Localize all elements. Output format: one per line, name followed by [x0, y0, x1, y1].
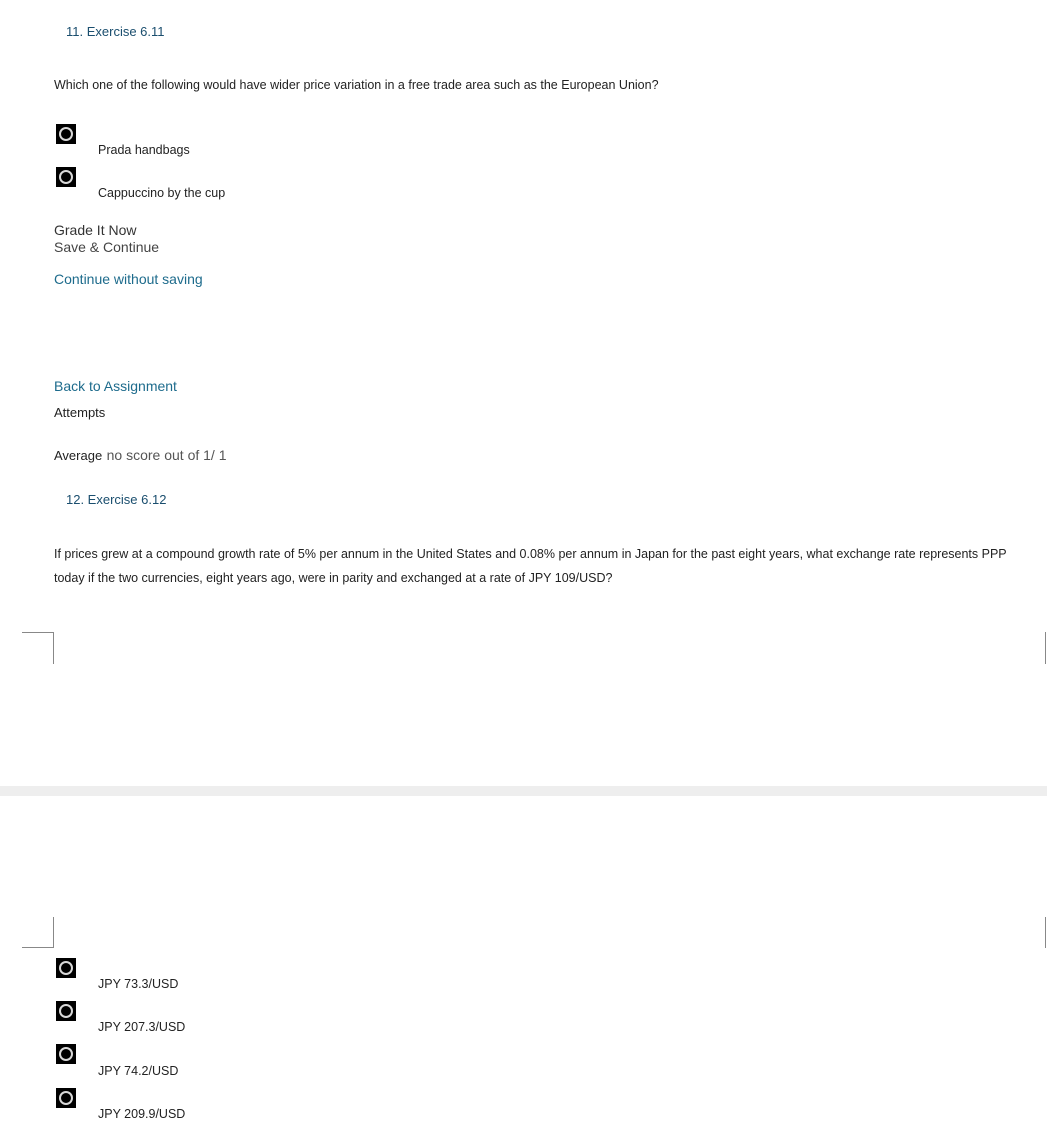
option-label-jpy-207-3: JPY 207.3/USD: [98, 1020, 186, 1034]
radio-button-option-jpy-209-9[interactable]: [56, 1088, 76, 1108]
back-to-assignment-link[interactable]: Back to Assignment: [54, 378, 177, 394]
page-corner-bottom-right-v: [1045, 917, 1046, 948]
page-corner-top-left-h: [22, 632, 54, 633]
radio-button-option-jpy-74-2[interactable]: [56, 1044, 76, 1064]
average-score: [54, 447, 227, 465]
radio-button-option-prada[interactable]: [56, 124, 76, 144]
radio-button-option-cappuccino[interactable]: [56, 167, 76, 187]
average-value: no score out of 1/ 1: [106, 447, 227, 463]
exercise-12-question: If prices grew at a compound growth rate of 5% per annum in the United States and 0.08% per annum in Japan for the past eight years, what exchange rate represents PPP today if the two currencies, eight years ago, were in parity and exchanged at a rate of JPY 109/USD?: [54, 547, 1007, 585]
option-label-cappuccino: Cappuccino by the cup: [98, 186, 226, 200]
option-label-jpy-73-3: JPY 73.3/USD: [98, 977, 179, 991]
page-corner-top-right-v: [1045, 632, 1046, 664]
exercise-11-title: 11. Exercise 6.11: [66, 24, 165, 39]
attempts-label: Attempts: [54, 405, 106, 420]
grade-it-now-button[interactable]: Grade It Now: [54, 222, 137, 238]
option-label-jpy-209-9: JPY 209.9/USD: [98, 1107, 186, 1121]
page-corner-top-left-v: [53, 632, 54, 664]
average-label: Average: [54, 448, 103, 463]
exercise-11-question: Which one of the following would have wider price variation in a free trade area such as the European Union?: [54, 78, 659, 92]
radio-button-option-jpy-73-3[interactable]: [56, 958, 76, 978]
page-break-divider: [0, 786, 1047, 796]
radio-button-option-jpy-207-3[interactable]: [56, 1001, 76, 1021]
page-corner-bottom-left-h: [22, 947, 54, 948]
continue-without-saving-link[interactable]: Continue without saving: [54, 271, 203, 287]
option-label-prada: Prada handbags: [98, 143, 190, 157]
exercise-12-title: 12. Exercise 6.12: [66, 492, 167, 507]
page-corner-bottom-left-v: [53, 917, 54, 948]
option-label-jpy-74-2: JPY 74.2/USD: [98, 1064, 179, 1078]
save-and-continue-button[interactable]: Save & Continue: [54, 239, 160, 255]
